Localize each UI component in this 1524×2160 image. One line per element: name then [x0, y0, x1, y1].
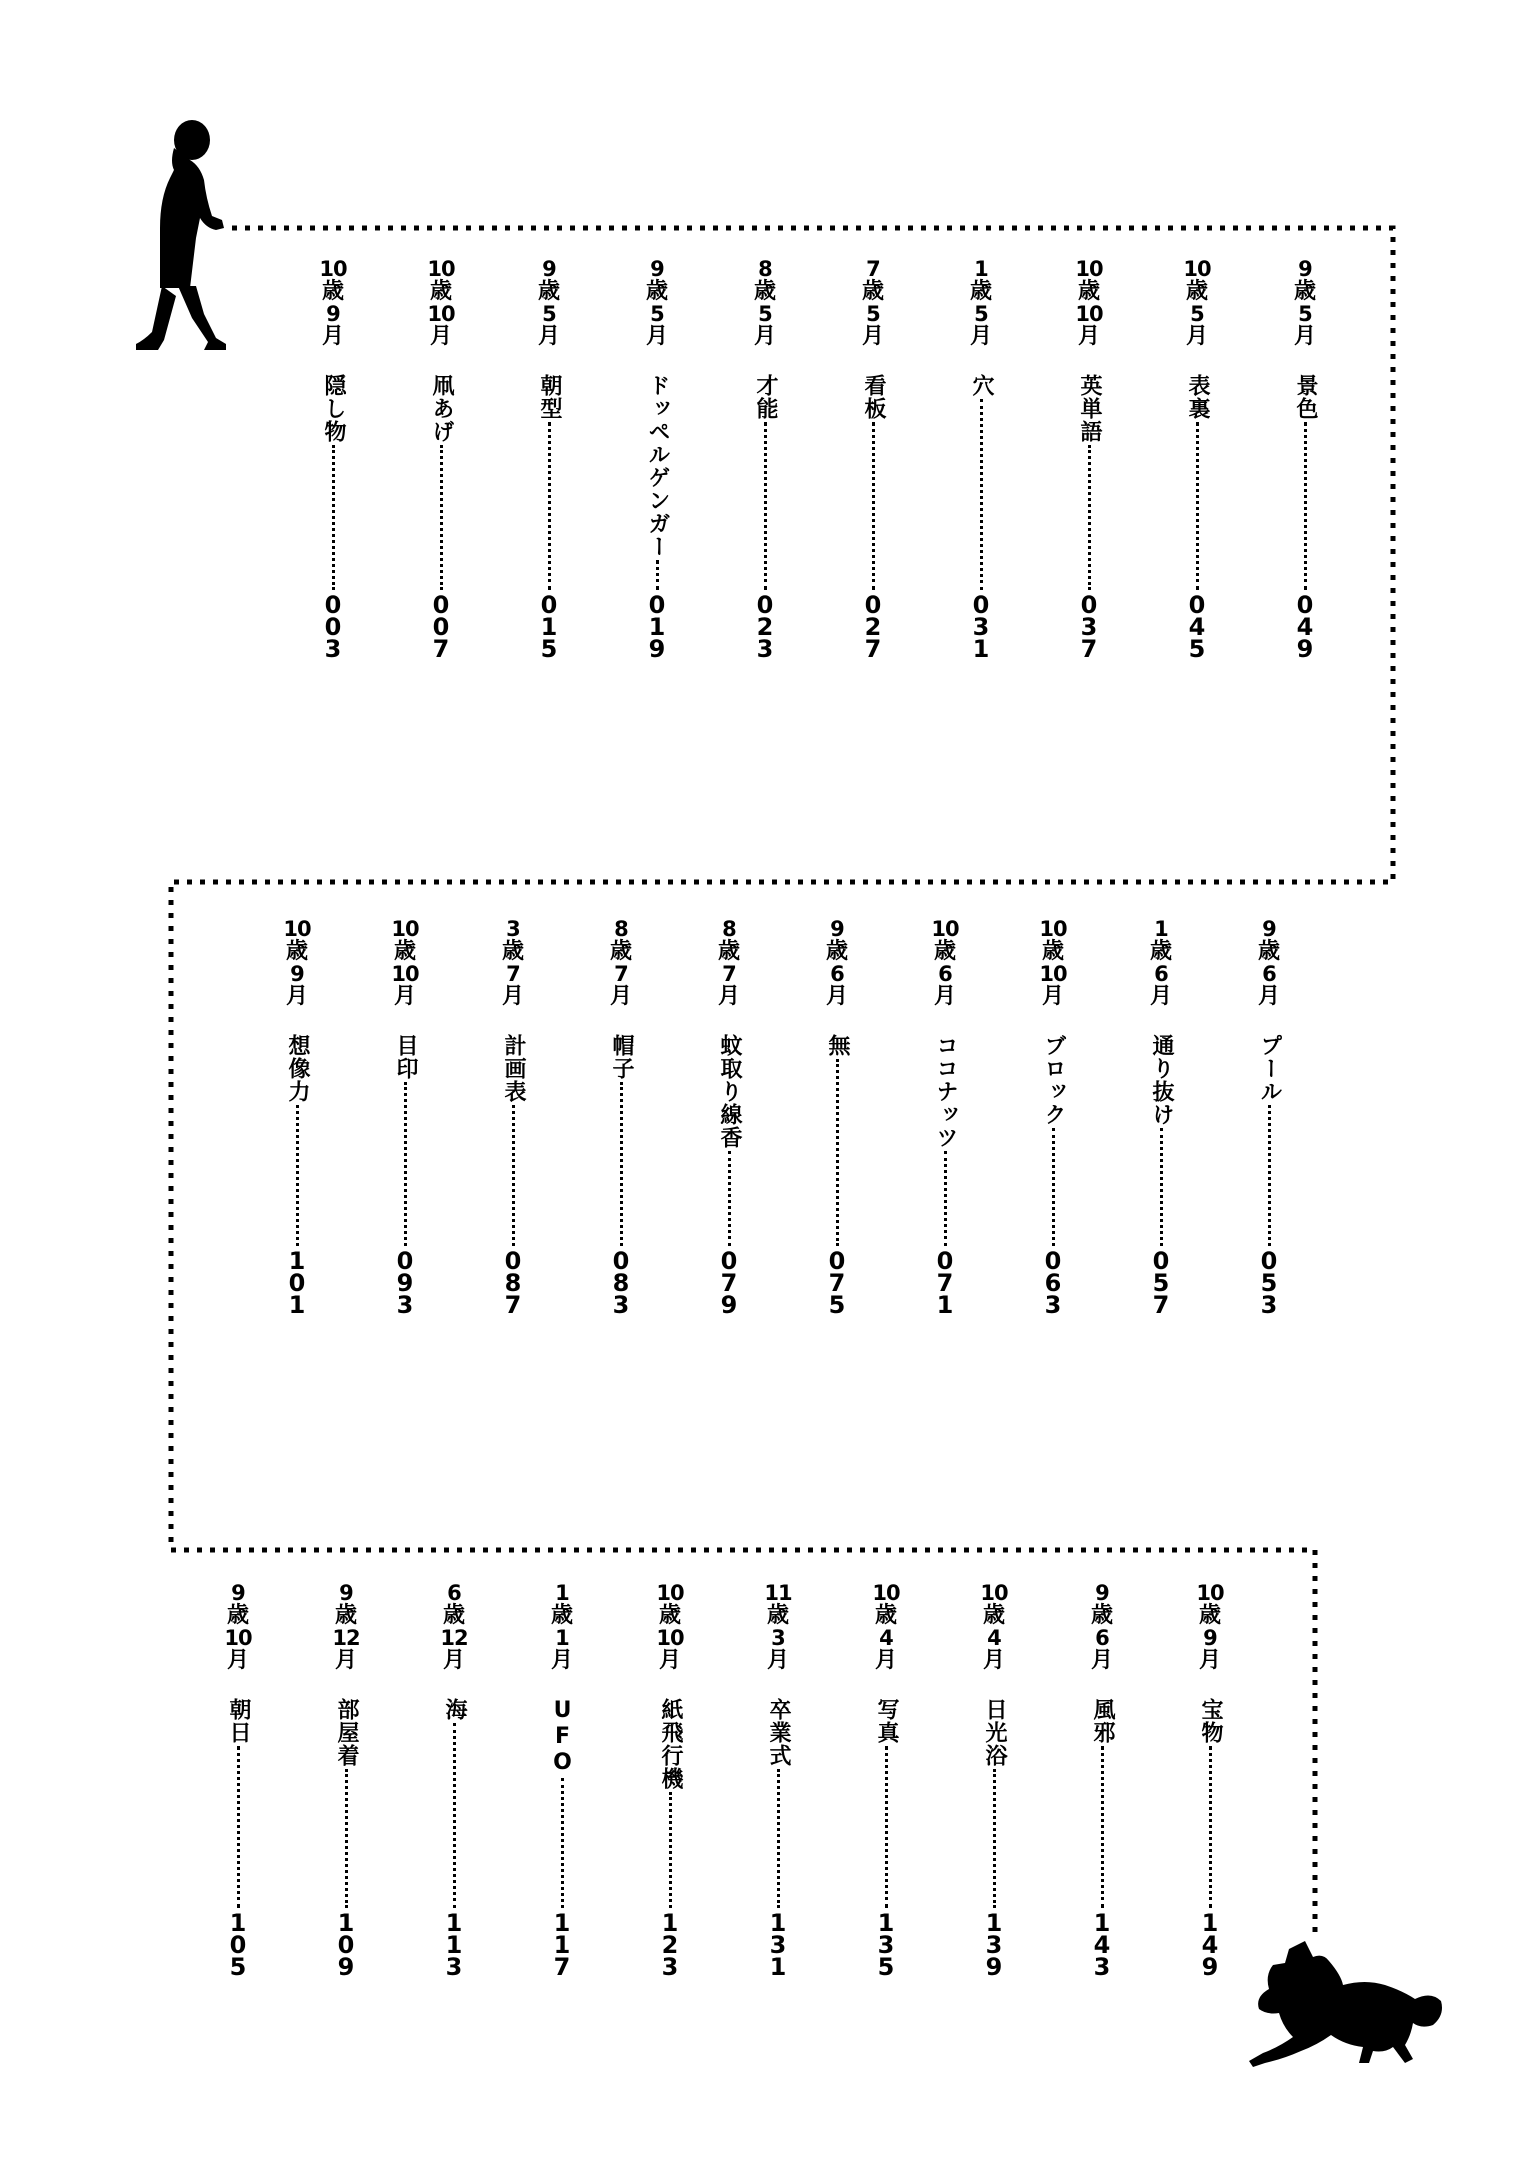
- page-number: 0 7 9: [720, 1247, 738, 1319]
- page-number: 0 3 7: [1080, 591, 1098, 663]
- story-title: 隠し物: [321, 374, 346, 443]
- story-title: 穴: [969, 374, 994, 397]
- toc-entry[interactable]: [326, 1581, 366, 1981]
- age-label: 10 歳 10 月: [391, 917, 419, 1009]
- age-label: 9 歳 10 月: [224, 1581, 252, 1673]
- story-title: 才能: [753, 374, 778, 420]
- story-title: 部屋着: [334, 1698, 359, 1767]
- age-label: 9 歳 6 月: [1090, 1581, 1113, 1673]
- age-label: 10 歳 9 月: [1196, 1581, 1224, 1673]
- toc-entry[interactable]: [961, 257, 1001, 663]
- toc-entry[interactable]: [493, 917, 533, 1319]
- age-label: 11 歳 3 月: [764, 1581, 792, 1673]
- toc-entry[interactable]: [817, 917, 857, 1319]
- dot-leader: [656, 560, 659, 590]
- page-number: 1 4 9: [1201, 1909, 1219, 1981]
- story-title: 朝型: [537, 374, 562, 420]
- page-number: 1 4 3: [1093, 1909, 1111, 1981]
- story-title: 海: [442, 1698, 467, 1721]
- page-number: 0 5 3: [1260, 1247, 1278, 1319]
- story-title: 蚊取り線香: [717, 1034, 742, 1149]
- story-title: 帽子: [609, 1034, 634, 1080]
- age-label: 10 歳 10 月: [656, 1581, 684, 1673]
- page-number: 0 8 3: [612, 1247, 630, 1319]
- page-number: 0 1 9: [648, 591, 666, 663]
- toc-entry[interactable]: [709, 917, 749, 1319]
- story-title: 景色: [1293, 374, 1318, 420]
- page-number: 1 0 9: [337, 1909, 355, 1981]
- toc-entry[interactable]: [1033, 917, 1073, 1319]
- page-number: 1 1 3: [445, 1909, 463, 1981]
- age-label: 6 歳 12 月: [440, 1581, 468, 1673]
- story-title: 朝日: [226, 1698, 251, 1744]
- dot-leader: [836, 1059, 839, 1246]
- age-label: 9 歳 5 月: [645, 257, 668, 349]
- story-title: 看板: [861, 374, 886, 420]
- page-number: 0 3 1: [972, 591, 990, 663]
- story-title: 卒業式: [766, 1698, 791, 1767]
- story-title: 凧あげ: [429, 374, 454, 443]
- toc-entry[interactable]: [1249, 917, 1289, 1319]
- dot-leader: [1304, 422, 1307, 590]
- dot-leader: [237, 1746, 240, 1908]
- story-title: 通り抜け: [1149, 1034, 1174, 1126]
- age-label: 9 歳 5 月: [1293, 257, 1316, 349]
- dot-leader: [1160, 1128, 1163, 1246]
- dot-leader: [561, 1778, 564, 1908]
- toc-entry[interactable]: [974, 1581, 1014, 1981]
- fox-icon: [1245, 1935, 1445, 2075]
- story-title: 想像力: [285, 1034, 310, 1103]
- toc-entry[interactable]: [313, 257, 353, 663]
- dot-leader: [512, 1105, 515, 1246]
- dot-leader: [404, 1082, 407, 1246]
- toc-entry[interactable]: [1069, 257, 1109, 663]
- toc-entry[interactable]: [277, 917, 317, 1319]
- page-number: 0 2 3: [756, 591, 774, 663]
- page-number: 0 7 5: [828, 1247, 846, 1319]
- age-label: 10 歳 10 月: [1075, 257, 1103, 349]
- dot-leader: [620, 1082, 623, 1246]
- dot-leader: [777, 1769, 780, 1908]
- toc-entry[interactable]: [1082, 1581, 1122, 1981]
- toc-entry[interactable]: [1141, 917, 1181, 1319]
- age-label: 9 歳 6 月: [1257, 917, 1280, 1009]
- page-number: 0 0 7: [432, 591, 450, 663]
- toc-entry[interactable]: [853, 257, 893, 663]
- dot-leader: [440, 445, 443, 590]
- toc-entry[interactable]: [385, 917, 425, 1319]
- story-title: ブロック: [1041, 1034, 1066, 1126]
- age-label: 9 歳 12 月: [332, 1581, 360, 1673]
- story-title: 英単語: [1077, 374, 1102, 443]
- dot-leader: [332, 445, 335, 590]
- age-label: 1 歳 6 月: [1149, 917, 1172, 1009]
- page-number: 1 3 1: [769, 1909, 787, 1981]
- age-label: 10 歳 6 月: [931, 917, 959, 1009]
- story-title: プール: [1257, 1034, 1282, 1103]
- age-label: 10 歳 10 月: [427, 257, 455, 349]
- toc-entry[interactable]: [1190, 1581, 1230, 1981]
- page-number: 1 0 1: [288, 1247, 306, 1319]
- dot-leader: [1052, 1128, 1055, 1246]
- toc-entry[interactable]: [637, 257, 677, 663]
- page-number: 0 1 5: [540, 591, 558, 663]
- story-title: 写真: [874, 1698, 899, 1744]
- dot-leader: [453, 1723, 456, 1908]
- page-number: 0 9 3: [396, 1247, 414, 1319]
- toc-entry[interactable]: [650, 1581, 690, 1981]
- dot-leader: [728, 1151, 731, 1246]
- story-title: ココナッツ: [933, 1034, 958, 1149]
- age-label: 7 歳 5 月: [861, 257, 884, 349]
- toc-entry[interactable]: [758, 1581, 798, 1981]
- walking-person-icon: [130, 118, 240, 358]
- age-label: 10 歳 9 月: [319, 257, 347, 349]
- dot-leader: [669, 1792, 672, 1908]
- toc-entry[interactable]: [542, 1581, 582, 1981]
- page-number: 0 4 9: [1296, 591, 1314, 663]
- story-title: ドッペルゲンガー: [645, 374, 670, 558]
- age-label: 10 歳 5 月: [1183, 257, 1211, 349]
- dot-leader: [1088, 445, 1091, 590]
- toc-entry[interactable]: [601, 917, 641, 1319]
- page-number: 1 3 9: [985, 1909, 1003, 1981]
- age-label: 10 歳 10 月: [1039, 917, 1067, 1009]
- toc-entry[interactable]: [529, 257, 569, 663]
- story-title: 紙飛行機: [658, 1698, 683, 1790]
- dot-leader: [980, 399, 983, 590]
- story-title: 目印: [393, 1034, 418, 1080]
- story-title: UFO: [550, 1698, 575, 1776]
- page-number: 0 7 1: [936, 1247, 954, 1319]
- age-label: 8 歳 5 月: [753, 257, 776, 349]
- age-label: 1 歳 5 月: [969, 257, 992, 349]
- toc-entry[interactable]: [218, 1581, 258, 1981]
- toc-entry[interactable]: [434, 1581, 474, 1981]
- toc-entry[interactable]: [745, 257, 785, 663]
- age-label: 10 歳 4 月: [980, 1581, 1008, 1673]
- age-label: 10 歳 4 月: [872, 1581, 900, 1673]
- age-label: 8 歳 7 月: [609, 917, 632, 1009]
- toc-entry[interactable]: [866, 1581, 906, 1981]
- dot-leader: [944, 1151, 947, 1246]
- page-number: 0 5 7: [1152, 1247, 1170, 1319]
- age-label: 10 歳 9 月: [283, 917, 311, 1009]
- age-label: 8 歳 7 月: [717, 917, 740, 1009]
- page-number: 0 2 7: [864, 591, 882, 663]
- dot-leader: [345, 1769, 348, 1908]
- dot-leader: [764, 422, 767, 590]
- page-number: 1 0 5: [229, 1909, 247, 1981]
- page-number: 0 8 7: [504, 1247, 522, 1319]
- age-label: 3 歳 7 月: [501, 917, 524, 1009]
- story-title: 表裏: [1185, 374, 1210, 420]
- age-label: 9 歳 5 月: [537, 257, 560, 349]
- toc-entry[interactable]: [925, 917, 965, 1319]
- page-number: 1 1 7: [553, 1909, 571, 1981]
- story-title: 計画表: [501, 1034, 526, 1103]
- dot-leader: [1268, 1105, 1271, 1246]
- page-number: 1 2 3: [661, 1909, 679, 1981]
- page-number: 0 6 3: [1044, 1247, 1062, 1319]
- page-number: 0 0 3: [324, 591, 342, 663]
- dot-leader: [885, 1746, 888, 1908]
- dot-leader: [296, 1105, 299, 1246]
- toc-entry[interactable]: [1285, 257, 1325, 663]
- page-number: 1 3 5: [877, 1909, 895, 1981]
- dot-leader: [1209, 1746, 1212, 1908]
- story-title: 風邪: [1090, 1698, 1115, 1744]
- story-title: 日光浴: [982, 1698, 1007, 1767]
- age-label: 9 歳 6 月: [825, 917, 848, 1009]
- page-number: 0 4 5: [1188, 591, 1206, 663]
- dot-leader: [993, 1769, 996, 1908]
- story-title: 無: [825, 1034, 850, 1057]
- story-title: 宝物: [1198, 1698, 1223, 1744]
- dot-leader: [548, 422, 551, 590]
- dot-leader: [872, 422, 875, 590]
- toc-entry[interactable]: [1177, 257, 1217, 663]
- dot-leader: [1196, 422, 1199, 590]
- age-label: 1 歳 1 月: [550, 1581, 573, 1673]
- dot-leader: [1101, 1746, 1104, 1908]
- toc-entry[interactable]: [421, 257, 461, 663]
